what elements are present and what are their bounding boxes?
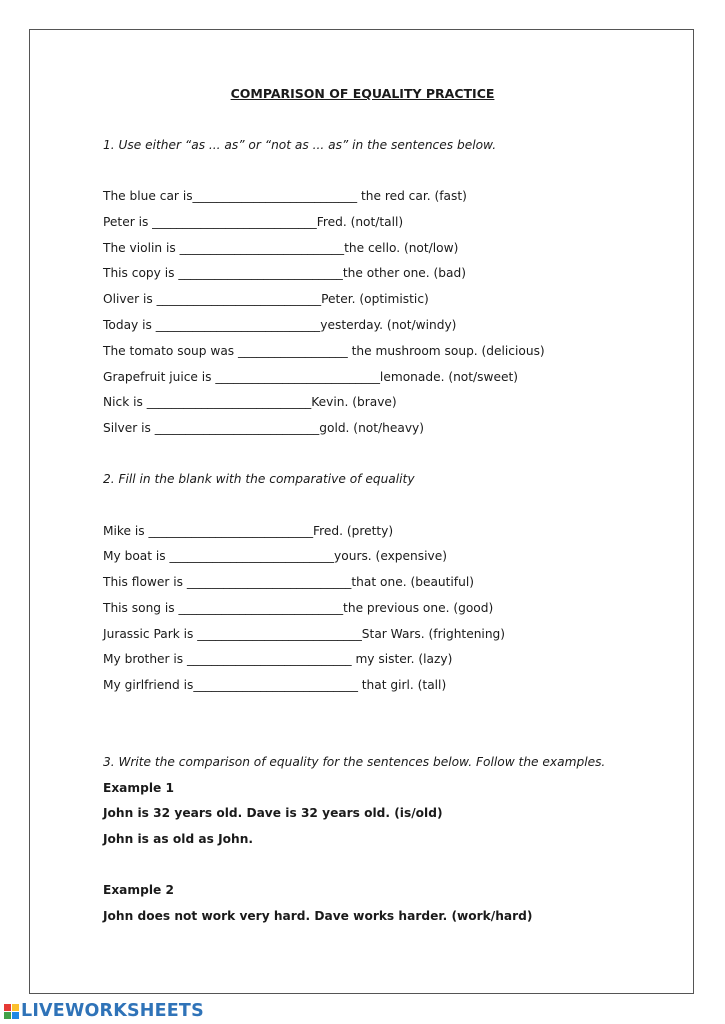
section1-sentence: Grapefruit juice is ___________________________lemonade. (not/sweet) [103, 370, 518, 384]
example1-answer: John is as old as John. [103, 832, 254, 846]
section2-sentence: Mike is ___________________________Fred. (pretty) [103, 524, 394, 538]
section1-sentence: The tomato soup was __________________ the mushroom soup. (delicious) [103, 344, 545, 358]
section1-sentence: This copy is ___________________________the other one. (bad) [103, 266, 466, 280]
section1-sentence: The violin is ___________________________the cello. (not/low) [103, 241, 459, 255]
section2-sentence: Jurassic Park is ___________________________Star Wars. (frightening) [103, 627, 506, 641]
section1-sentence: The blue car is___________________________ the red car. (fast) [103, 189, 467, 203]
logo-text: LIVEWORKSHEETS [21, 1001, 204, 1021]
section2-sentence: My boat is ___________________________yours. (expensive) [103, 549, 447, 563]
section1-sentence: Nick is ___________________________Kevin. (brave) [103, 395, 397, 409]
page-title: COMPARISON OF EQUALITY PRACTICE [230, 86, 495, 101]
section2-sentence: This song is ___________________________the previous one. (good) [103, 601, 494, 615]
logo-square [12, 1012, 19, 1019]
logo-square [4, 1012, 11, 1019]
section2-sentence: My brother is ___________________________ my sister. (lazy) [103, 652, 453, 666]
section3-instruction: 3. Write the comparison of equality for the sentences below. Follow the examples. [103, 755, 606, 769]
section1-sentence: Peter is ___________________________Fred. (not/tall) [103, 215, 404, 229]
section2-instruction: 2. Fill in the blank with the comparative of equality [103, 472, 415, 486]
worksheet-border [29, 29, 694, 994]
section2-sentence: My girlfriend is___________________________ that girl. (tall) [103, 678, 447, 692]
example1-label: Example 1 [103, 781, 175, 795]
logo-square [12, 1004, 19, 1011]
example2-prompt: John does not work very hard. Dave works harder. (work/hard) [103, 909, 533, 923]
example2-label: Example 2 [103, 883, 175, 897]
section2-sentence: This flower is ___________________________that one. (beautiful) [103, 575, 474, 589]
liveworksheets-logo[interactable] [4, 1000, 204, 1022]
section1-sentence: Silver is ___________________________gold. (not/heavy) [103, 421, 424, 435]
section1-sentence: Oliver is ___________________________Peter. (optimistic) [103, 292, 429, 306]
logo-squares-icon [4, 1004, 19, 1019]
section1-instruction: 1. Use either “as ... as” or “not as ... as” in the sentences below. [103, 138, 497, 152]
logo-square [4, 1004, 11, 1011]
example1-prompt: John is 32 years old. Dave is 32 years old. (is/old) [103, 806, 443, 820]
section1-sentence: Today is ___________________________yesterday. (not/windy) [103, 318, 457, 332]
